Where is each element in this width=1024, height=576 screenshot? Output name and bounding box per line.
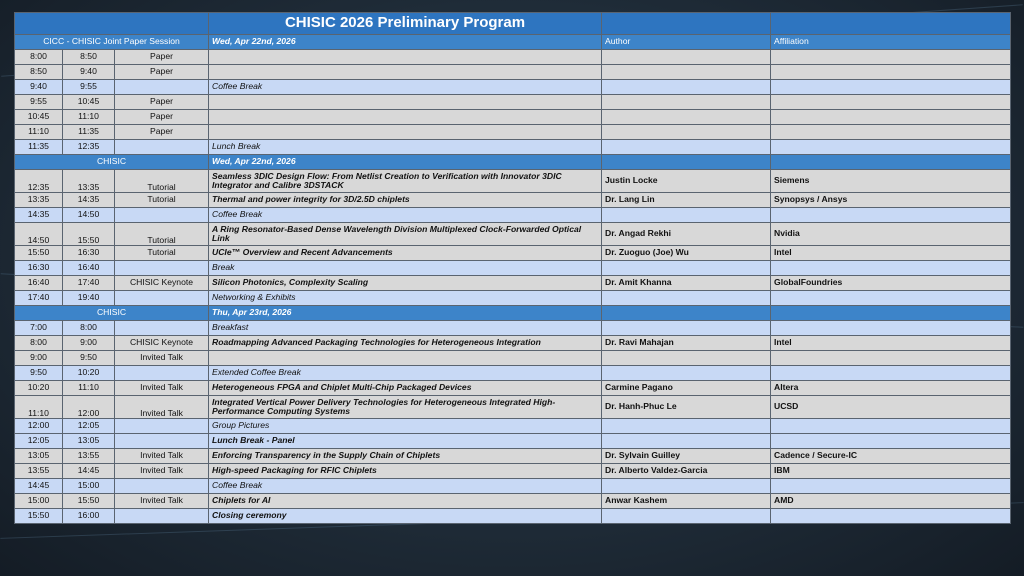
talk-title: Lunch Break (209, 140, 602, 155)
schedule-row (15, 336, 1011, 351)
start-time: 8:00 (15, 336, 63, 351)
schedule-row (15, 494, 1011, 509)
schedule-row (15, 509, 1011, 524)
end-time: 13:55 (63, 449, 115, 464)
schedule-row (15, 261, 1011, 276)
end-time: 13:35 (63, 170, 115, 193)
session-type: CHISIC Keynote (115, 276, 209, 291)
talk-title: Networking & Exhibits (209, 291, 602, 306)
schedule-row (15, 291, 1011, 306)
start-time: 15:50 (15, 509, 63, 524)
session-type: Paper (115, 125, 209, 140)
affiliation (771, 110, 1011, 125)
talk-title: A Ring Resonator-Based Dense Wavelength Division Multiplexed Clock-Forwarded Optical Link (209, 223, 602, 246)
affiliation (771, 351, 1011, 366)
affiliation: AMD (771, 494, 1011, 509)
affiliation (771, 479, 1011, 494)
schedule-row (15, 479, 1011, 494)
end-time: 15:50 (63, 223, 115, 246)
program-title: CHISIC 2026 Preliminary Program (209, 13, 602, 35)
speaker: Dr. Lang Lin (602, 193, 771, 208)
schedule-row (15, 366, 1011, 381)
session-type (115, 509, 209, 524)
end-time: 16:30 (63, 246, 115, 261)
speaker (602, 110, 771, 125)
session-date: Thu, Apr 23rd, 2026 (209, 306, 602, 321)
talk-title: Heterogeneous FPGA and Chiplet Multi-Chip Packaged Devices (209, 381, 602, 396)
talk-title: High-speed Packaging for RFIC Chiplets (209, 464, 602, 479)
affiliation (771, 95, 1011, 110)
talk-title: Group Pictures (209, 419, 602, 434)
speaker (602, 419, 771, 434)
title-blank (771, 13, 1011, 35)
start-time: 9:55 (15, 95, 63, 110)
start-time: 13:55 (15, 464, 63, 479)
talk-title: UCIe™ Overview and Recent Advancements (209, 246, 602, 261)
schedule-row (15, 110, 1011, 125)
talk-title: Coffee Break (209, 208, 602, 223)
session-header-row (15, 306, 1011, 321)
speaker (602, 80, 771, 95)
session-header-row (15, 155, 1011, 170)
start-time: 10:45 (15, 110, 63, 125)
start-time: 14:45 (15, 479, 63, 494)
end-time: 16:40 (63, 261, 115, 276)
schedule-row (15, 65, 1011, 80)
session-type: Invited Talk (115, 351, 209, 366)
session-name: CHISIC (15, 306, 209, 321)
start-time: 11:10 (15, 125, 63, 140)
title-blank (15, 13, 209, 35)
start-time: 14:35 (15, 208, 63, 223)
session-type (115, 208, 209, 223)
start-time: 15:00 (15, 494, 63, 509)
affiliation: Intel (771, 246, 1011, 261)
affiliation (771, 366, 1011, 381)
affiliation (771, 291, 1011, 306)
session-type (115, 321, 209, 336)
speaker (602, 65, 771, 80)
affiliation: Nvidia (771, 223, 1011, 246)
affiliation: Intel (771, 336, 1011, 351)
end-time: 14:35 (63, 193, 115, 208)
start-time: 12:05 (15, 434, 63, 449)
start-time: 13:35 (15, 193, 63, 208)
session-name: CHISIC (15, 155, 209, 170)
talk-title: Silicon Photonics, Complexity Scaling (209, 276, 602, 291)
session-type: Paper (115, 95, 209, 110)
program-body (15, 13, 1011, 524)
schedule-row (15, 381, 1011, 396)
affiliation (771, 434, 1011, 449)
schedule-row (15, 223, 1011, 246)
session-type: Invited Talk (115, 464, 209, 479)
end-time: 14:45 (63, 464, 115, 479)
schedule-row (15, 50, 1011, 65)
speaker: Dr. Hanh-Phuc Le (602, 396, 771, 419)
column-header-author (602, 306, 771, 321)
start-time: 16:40 (15, 276, 63, 291)
speaker: Anwar Kashem (602, 494, 771, 509)
schedule-row (15, 246, 1011, 261)
talk-title (209, 65, 602, 80)
speaker (602, 366, 771, 381)
talk-title: Thermal and power integrity for 3D/2.5D chiplets (209, 193, 602, 208)
start-time: 13:05 (15, 449, 63, 464)
session-name: CICC - CHISIC Joint Paper Session (15, 35, 209, 50)
end-time: 12:35 (63, 140, 115, 155)
end-time: 12:05 (63, 419, 115, 434)
affiliation (771, 419, 1011, 434)
talk-title: Roadmapping Advanced Packaging Technologies for Heterogeneous Integration (209, 336, 602, 351)
start-time: 9:00 (15, 351, 63, 366)
affiliation: GlobalFoundries (771, 276, 1011, 291)
session-type (115, 80, 209, 95)
speaker (602, 208, 771, 223)
speaker: Carmine Pagano (602, 381, 771, 396)
end-time: 10:20 (63, 366, 115, 381)
start-time: 16:30 (15, 261, 63, 276)
affiliation (771, 80, 1011, 95)
schedule-row (15, 434, 1011, 449)
start-time: 15:50 (15, 246, 63, 261)
speaker (602, 321, 771, 336)
talk-title: Seamless 3DIC Design Flow: From Netlist Creation to Verification with Innovator 3DIC Integrator and Calibre 3DSTACK (209, 170, 602, 193)
affiliation: Altera (771, 381, 1011, 396)
title-blank (602, 13, 771, 35)
talk-title (209, 110, 602, 125)
affiliation (771, 509, 1011, 524)
end-time: 15:50 (63, 494, 115, 509)
session-type (115, 261, 209, 276)
talk-title (209, 50, 602, 65)
affiliation: Siemens (771, 170, 1011, 193)
session-type (115, 479, 209, 494)
talk-title: Enforcing Transparency in the Supply Chain of Chiplets (209, 449, 602, 464)
end-time: 8:50 (63, 50, 115, 65)
column-header-author: Author (602, 35, 771, 50)
end-time: 16:00 (63, 509, 115, 524)
schedule-row (15, 95, 1011, 110)
end-time: 11:35 (63, 125, 115, 140)
affiliation (771, 208, 1011, 223)
talk-title: Breakfast (209, 321, 602, 336)
end-time: 19:40 (63, 291, 115, 306)
schedule-row (15, 449, 1011, 464)
affiliation (771, 261, 1011, 276)
speaker: Dr. Sylvain Guilley (602, 449, 771, 464)
end-time: 9:50 (63, 351, 115, 366)
end-time: 10:45 (63, 95, 115, 110)
speaker: Dr. Ravi Mahajan (602, 336, 771, 351)
talk-title: Closing ceremony (209, 509, 602, 524)
speaker: Dr. Amit Khanna (602, 276, 771, 291)
title-row (15, 13, 1011, 35)
affiliation (771, 125, 1011, 140)
end-time: 14:50 (63, 208, 115, 223)
schedule-row (15, 80, 1011, 95)
end-time: 9:55 (63, 80, 115, 95)
schedule-row (15, 125, 1011, 140)
speaker (602, 479, 771, 494)
talk-title (209, 95, 602, 110)
talk-title: Lunch Break - Panel (209, 434, 602, 449)
column-header-affiliation (771, 306, 1011, 321)
session-type: Invited Talk (115, 449, 209, 464)
schedule-row (15, 464, 1011, 479)
start-time: 12:00 (15, 419, 63, 434)
affiliation (771, 65, 1011, 80)
schedule-row (15, 419, 1011, 434)
talk-title: Coffee Break (209, 80, 602, 95)
session-type: Invited Talk (115, 494, 209, 509)
affiliation (771, 321, 1011, 336)
program-table (14, 12, 1011, 524)
schedule-row (15, 321, 1011, 336)
start-time: 12:35 (15, 170, 63, 193)
talk-title: Integrated Vertical Power Delivery Technologies for Heterogeneous Integrated High-Performance Computing Systems (209, 396, 602, 419)
affiliation: UCSD (771, 396, 1011, 419)
speaker: Dr. Alberto Valdez-Garcia (602, 464, 771, 479)
schedule-row (15, 193, 1011, 208)
start-time: 17:40 (15, 291, 63, 306)
affiliation: Synopsys / Ansys (771, 193, 1011, 208)
start-time: 8:50 (15, 65, 63, 80)
speaker: Dr. Angad Rekhi (602, 223, 771, 246)
column-header-author (602, 155, 771, 170)
talk-title: Extended Coffee Break (209, 366, 602, 381)
column-header-affiliation (771, 155, 1011, 170)
session-type (115, 291, 209, 306)
start-time: 8:00 (15, 50, 63, 65)
end-time: 11:10 (63, 381, 115, 396)
speaker (602, 351, 771, 366)
talk-title: Break (209, 261, 602, 276)
start-time: 11:10 (15, 396, 63, 419)
speaker: Dr. Zuoguo (Joe) Wu (602, 246, 771, 261)
start-time: 14:50 (15, 223, 63, 246)
affiliation (771, 140, 1011, 155)
speaker (602, 95, 771, 110)
session-type: Tutorial (115, 170, 209, 193)
session-type: Paper (115, 50, 209, 65)
schedule-row (15, 396, 1011, 419)
schedule-row (15, 351, 1011, 366)
session-date: Wed, Apr 22nd, 2026 (209, 155, 602, 170)
end-time: 8:00 (63, 321, 115, 336)
session-type (115, 419, 209, 434)
start-time: 9:40 (15, 80, 63, 95)
schedule-row (15, 170, 1011, 193)
session-type: CHISIC Keynote (115, 336, 209, 351)
talk-title: Coffee Break (209, 479, 602, 494)
speaker (602, 261, 771, 276)
speaker (602, 140, 771, 155)
end-time: 12:00 (63, 396, 115, 419)
session-type: Tutorial (115, 193, 209, 208)
affiliation: Cadence / Secure-IC (771, 449, 1011, 464)
speaker (602, 291, 771, 306)
session-date: Wed, Apr 22nd, 2026 (209, 35, 602, 50)
speaker: Justin Locke (602, 170, 771, 193)
end-time: 9:40 (63, 65, 115, 80)
session-type: Paper (115, 65, 209, 80)
speaker (602, 434, 771, 449)
session-type: Invited Talk (115, 396, 209, 419)
end-time: 9:00 (63, 336, 115, 351)
session-type: Tutorial (115, 246, 209, 261)
talk-title (209, 351, 602, 366)
session-header-row (15, 35, 1011, 50)
end-time: 13:05 (63, 434, 115, 449)
affiliation: IBM (771, 464, 1011, 479)
talk-title (209, 125, 602, 140)
schedule-row (15, 140, 1011, 155)
end-time: 15:00 (63, 479, 115, 494)
speaker (602, 509, 771, 524)
session-type (115, 140, 209, 155)
affiliation (771, 50, 1011, 65)
start-time: 10:20 (15, 381, 63, 396)
start-time: 9:50 (15, 366, 63, 381)
column-header-affiliation: Affiliation (771, 35, 1011, 50)
schedule-row (15, 208, 1011, 223)
session-type: Paper (115, 110, 209, 125)
session-type (115, 366, 209, 381)
session-type: Tutorial (115, 223, 209, 246)
end-time: 11:10 (63, 110, 115, 125)
speaker (602, 125, 771, 140)
speaker (602, 50, 771, 65)
start-time: 11:35 (15, 140, 63, 155)
session-type (115, 434, 209, 449)
session-type: Invited Talk (115, 381, 209, 396)
schedule-row (15, 276, 1011, 291)
talk-title: Chiplets for AI (209, 494, 602, 509)
start-time: 7:00 (15, 321, 63, 336)
end-time: 17:40 (63, 276, 115, 291)
